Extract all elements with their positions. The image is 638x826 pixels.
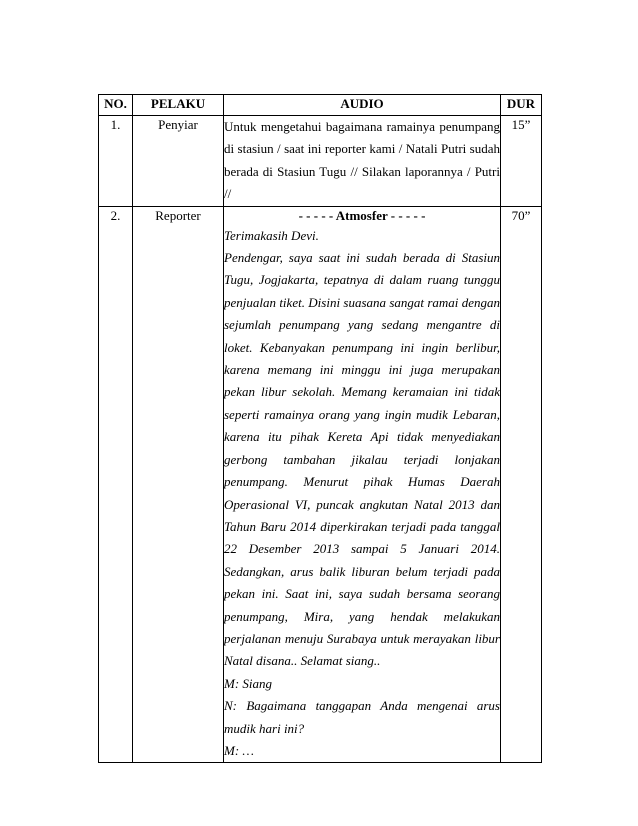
table-row <box>99 116 542 207</box>
row-number: 2. <box>99 206 133 763</box>
row-actor: Penyiar <box>133 116 224 207</box>
row-actor: Reporter <box>133 206 224 763</box>
header-audio: AUDIO <box>224 95 501 116</box>
table-row <box>99 206 542 763</box>
audio-paragraph: M: Siang <box>224 675 273 691</box>
row-duration: 70” <box>501 206 542 763</box>
row-duration: 15” <box>501 116 542 207</box>
script-table <box>98 94 542 763</box>
header-pelaku: PELAKU <box>133 95 224 116</box>
header-no: NO. <box>99 95 133 116</box>
audio-paragraph: Pendengar, saya saat ini sudah berada di Stasiun Tugu, Jogjakarta, tepatnya di dalam ruang tunggu penjualan tiket. Disini suasana sangat ramai dengan sejumlah penumpang yang sedang mengantre di loket. Kebanyakan penumpang ini ingin berlibur, karena memang ini minggu ini juga merupakan pekan libur sekolah. Memang keramaian ini tidak seperti ramainya orang yang ingin mudik Lebaran, karena itu pihak Kereta Api tidak menyediakan gerbong tambahan jikalau terjadi lonjakan penumpang. Menurut pihak Humas Daerah Operasional VI, puncak angkutan Natal 2013 dan Tahun Baru 2014 diperkirakan terjadi pada tanggal 22 Desember 2013 sampai 5 Januari 2014. Sedangkan, arus balik liburan belum terjadi pada pekan ini. Saat ini, saya sudah bersama seorang penumpang, Mira, yang hendak melakukan perjalanan menuju Surabaya untuk merayakan libur Natal disana.. Selamat siang.. <box>224 250 500 669</box>
row-audio <box>224 206 501 763</box>
header-dur: DUR <box>501 95 542 116</box>
atmosfer-cue: - - - - - Atmosfer - - - - - <box>298 207 426 223</box>
audio-paragraph: M: … <box>224 742 254 758</box>
row-number: 1. <box>99 116 133 207</box>
audio-paragraph: N: Bagaimana tanggapan Anda mengenai arus mudik hari ini? <box>224 698 500 736</box>
header-row <box>99 95 542 116</box>
audio-paragraph: Terimakasih Devi. <box>224 227 319 243</box>
audio-text: Untuk mengetahui bagaimana ramainya penumpang di stasiun / saat ini reporter kami / Natali Putri sudah berada di Stasiun Tugu // Silakan laporannya / Putri // <box>224 119 500 202</box>
row-audio <box>224 116 501 207</box>
